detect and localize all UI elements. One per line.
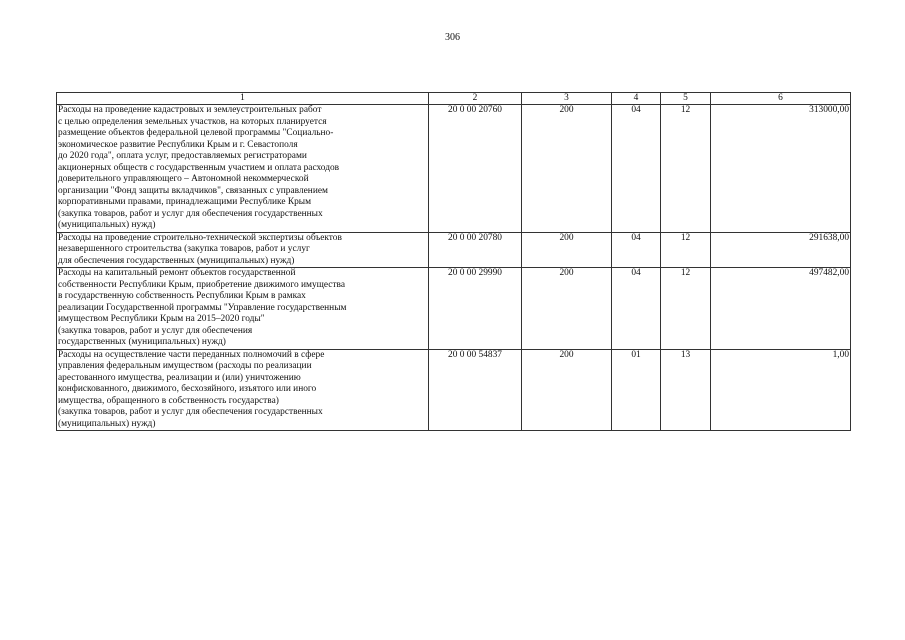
column-header-5: 5 — [661, 93, 711, 105]
row-target-code: 20 0 00 54837 — [429, 349, 522, 431]
row-description: Расходы на проведение строительно-технической экспертизы объектов незавершенного строительства (закупка товаров, работ и услуг для обеспечения государственных (муниципальных) нужд) — [57, 232, 429, 268]
table-row — [57, 232, 851, 268]
table-row — [57, 105, 851, 233]
row-amount: 1,00 — [711, 349, 851, 431]
row-description: Расходы на осуществление части переданных полномочий в сфере управления федеральным имуществом (расходы по реализации арестованного имущества, реализации и (или) уничтожению конфискованного, движимого, бесхозяйного, изъятого или иного имущества, обращенного в собственность государства) (закупка товаров, работ и услуг для обеспечения государственных (муниципальных) нужд) — [57, 349, 429, 431]
row-amount: 497482,00 — [711, 268, 851, 350]
row-subsection: 12 — [661, 105, 711, 233]
column-header-6: 6 — [711, 93, 851, 105]
row-description: Расходы на проведение кадастровых и землеустроительных работ с целью определения земельных участков, на которых планируется размещение объектов федеральной целевой программы "Социально- экономическое развитие Республики Крым и г. Севастополя до 2020 года", оплата услуг, предоставляемых регистраторами акционерных обществ с государственным участием и оплата расходов доверительного управляющего – Автономной некоммерческой организации "Фонд защиты вкладчиков", связанных с управлением корпоративными правами, принадлежащими Республике Крым (закупка товаров, работ и услуг для обеспечения государственных (муниципальных) нужд) — [57, 105, 429, 233]
table-row — [57, 268, 851, 350]
row-section: 04 — [612, 105, 661, 233]
budget-table — [56, 92, 851, 431]
row-subsection: 13 — [661, 349, 711, 431]
row-section: 01 — [612, 349, 661, 431]
column-header-4: 4 — [612, 93, 661, 105]
row-amount: 291638,00 — [711, 232, 851, 268]
page-number: 306 — [445, 32, 460, 43]
row-target-code: 20 0 00 20780 — [429, 232, 522, 268]
row-amount: 313000,00 — [711, 105, 851, 233]
column-header-2: 2 — [429, 93, 522, 105]
column-header-1: 1 — [57, 93, 429, 105]
row-target-code: 20 0 00 29990 — [429, 268, 522, 350]
row-expense-type: 200 — [522, 349, 612, 431]
row-subsection: 12 — [661, 268, 711, 350]
row-section: 04 — [612, 268, 661, 350]
row-section: 04 — [612, 232, 661, 268]
row-description: Расходы на капитальный ремонт объектов государственной собственности Республики Крым, приобретение движимого имущества в государственную собственность Республики Крым в рамках реализации Государственной программы "Управление государственным имуществом Республики Крым на 2015–2020 годы" (закупка товаров, работ и услуг для обеспечения государственных (муниципальных) нужд) — [57, 268, 429, 350]
row-target-code: 20 0 00 20760 — [429, 105, 522, 233]
header-row — [57, 93, 851, 105]
row-expense-type: 200 — [522, 232, 612, 268]
row-expense-type: 200 — [522, 268, 612, 350]
row-subsection: 12 — [661, 232, 711, 268]
column-header-3: 3 — [522, 93, 612, 105]
row-expense-type: 200 — [522, 105, 612, 233]
table-row — [57, 349, 851, 431]
